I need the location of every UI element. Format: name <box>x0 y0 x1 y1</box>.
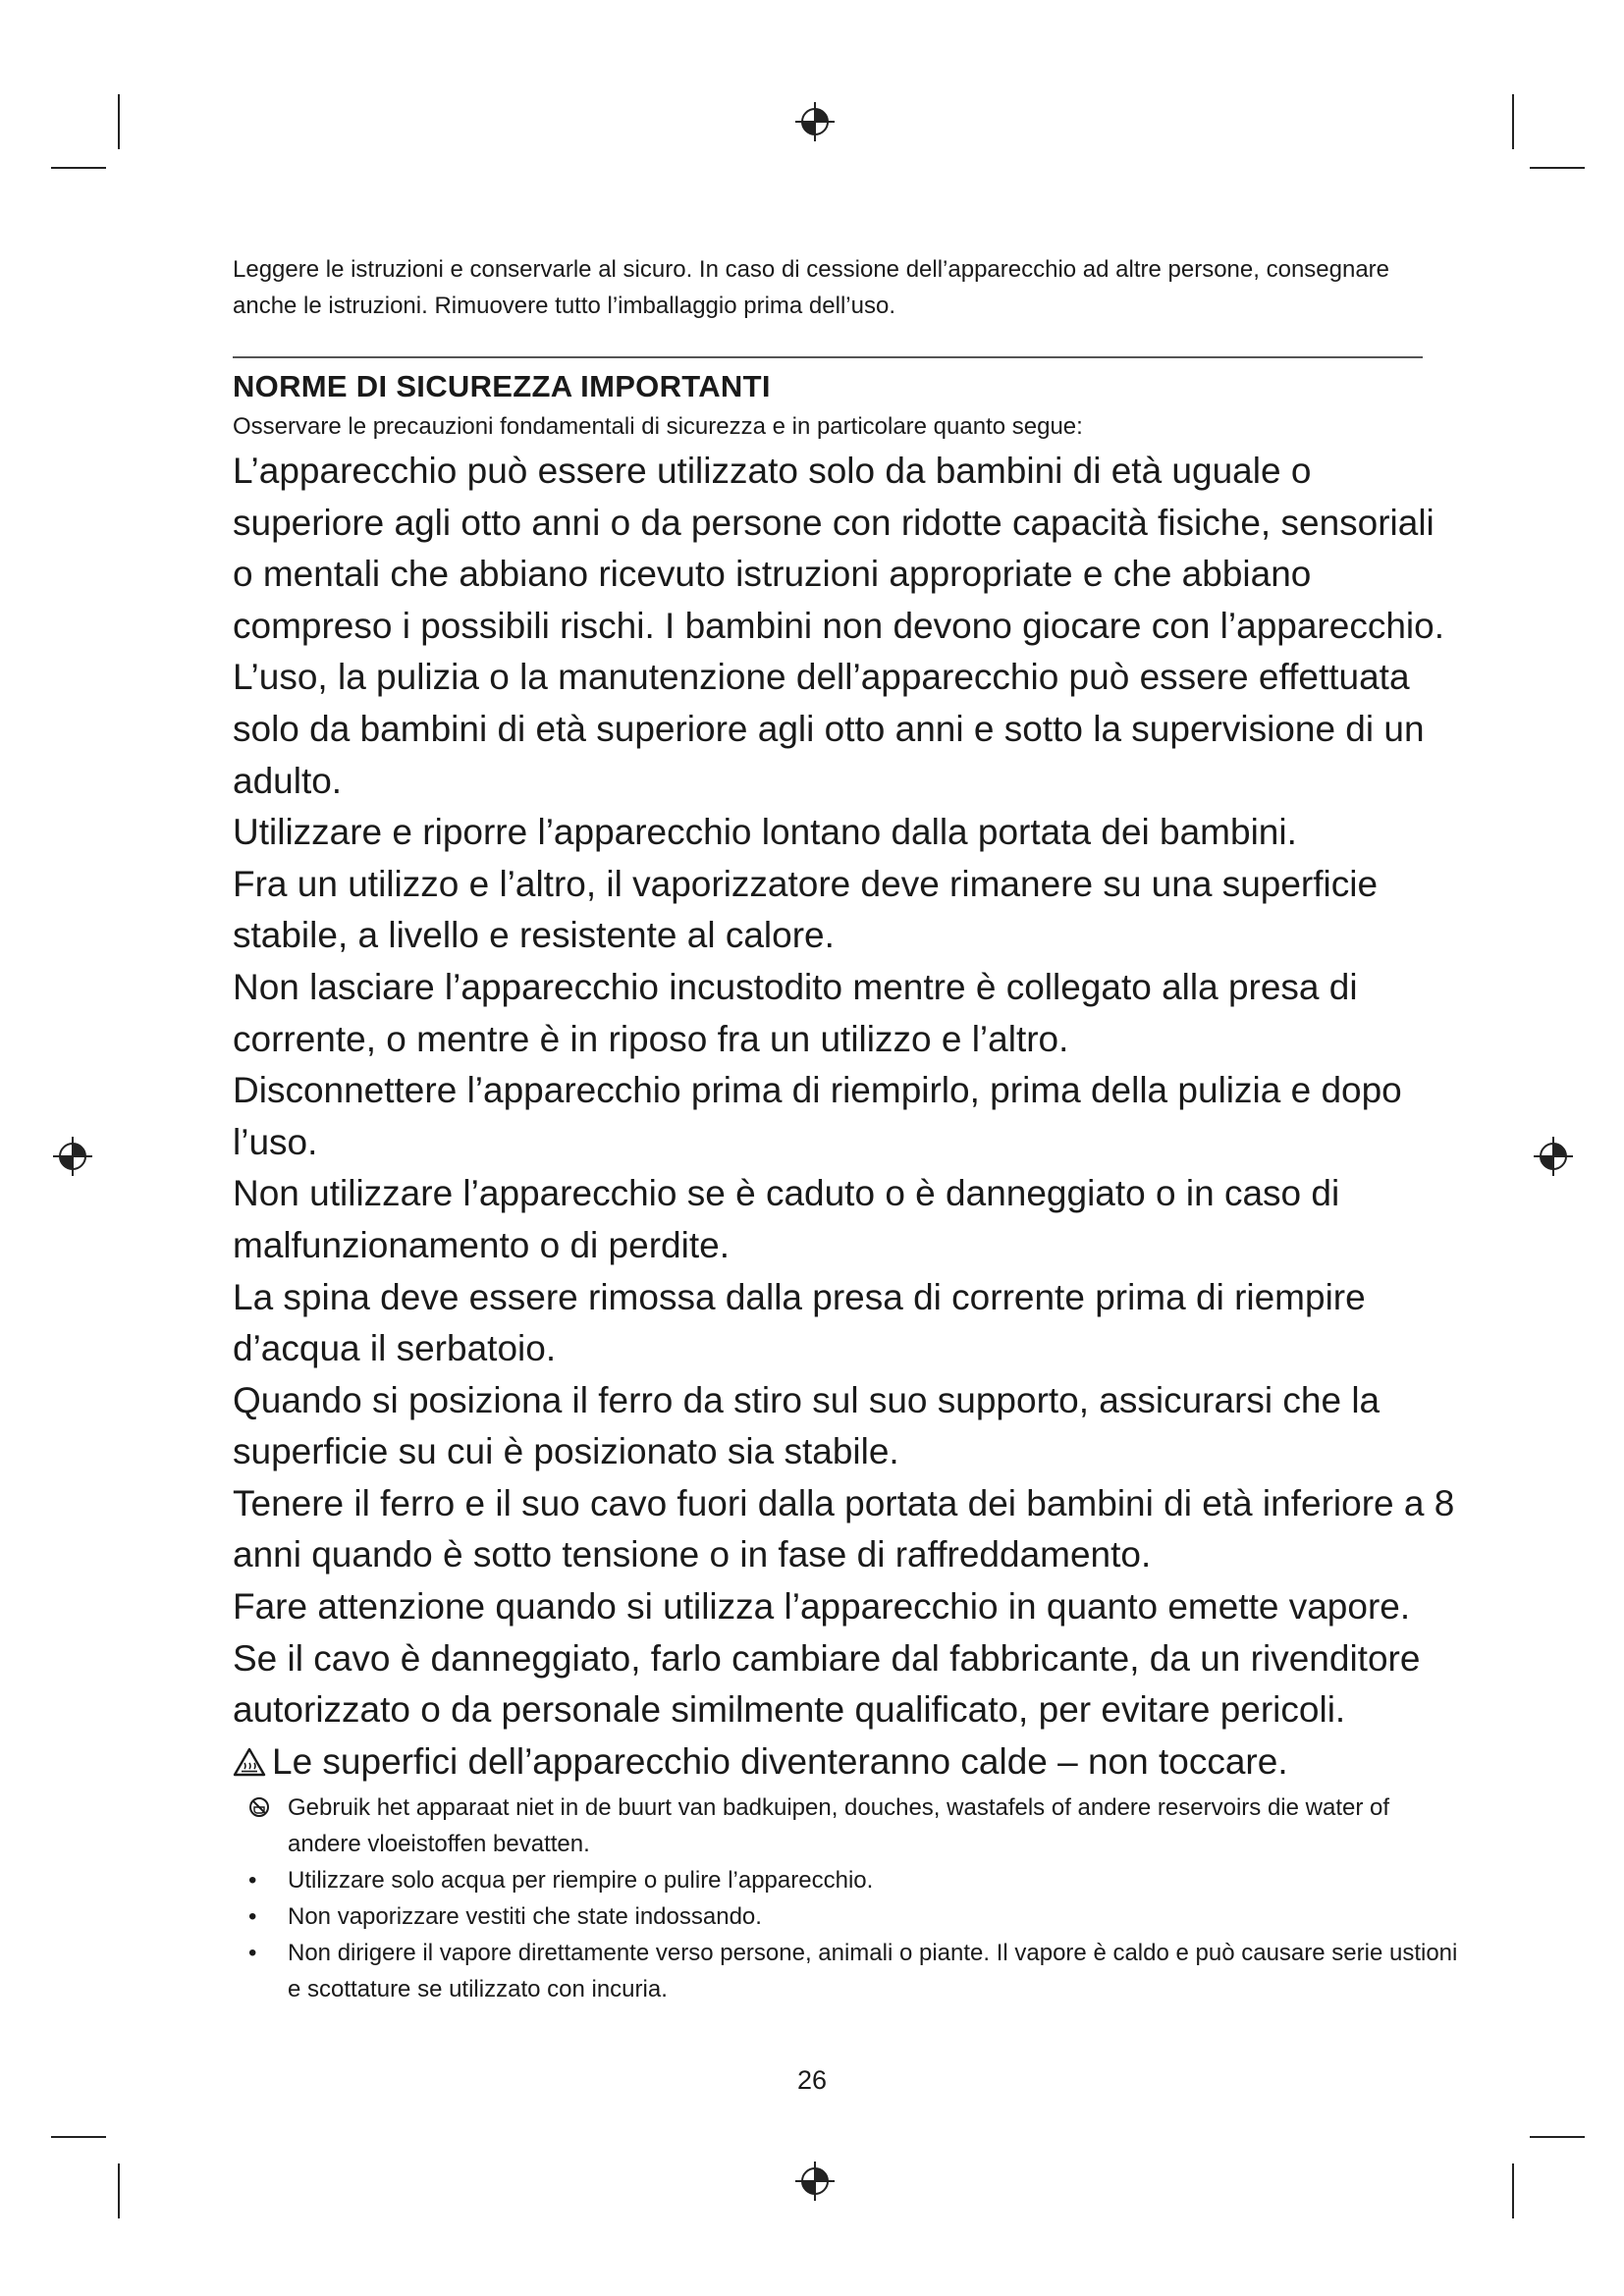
page-content <box>233 251 1460 2007</box>
bath-warning-item <box>233 1789 1460 1862</box>
registration-mark-icon <box>1532 1135 1575 1178</box>
hot-surface-warning <box>233 1736 1460 1788</box>
safety-item: L’apparecchio può essere utilizzato solo da bambini di età uguale o superiore agli otto anni o da persone con ridotte capacità fisiche, sensoriali o mentali che abbiano ricevuto istruzioni appropriate e che abbiano compreso i possibili rischi. I bambini non devono giocare con l’apparecchio. L’uso, la pulizia o la manutenzione dell’apparecchio può essere effettuata solo da bambini di età superiore agli otto anni e sotto la supervisione di un adulto. <box>233 451 1444 801</box>
safety-item: Non lasciare l’apparecchio incustodito mentre è collegato alla presa di corrente, o mentre è in riposo fra un utilizzo e l’altro. <box>233 966 1358 1059</box>
safety-item: Se il cavo è danneggiato, farlo cambiare dal fabbricante, da un rivenditore autorizzato o da personale similmente qualificato, per evitare pericoli. <box>233 1637 1421 1731</box>
safety-item: Quando si posiziona il ferro da stiro sul suo supporto, assicurarsi che la superficie su cui è posizionato sia stabile. <box>233 1379 1380 1472</box>
hot-surface-warning-text: Le superfici dell’apparecchio diventeranno calde – non toccare. <box>272 1740 1288 1782</box>
hot-surface-warning-icon <box>233 1747 266 1777</box>
safety-item: La spina deve essere rimossa dalla presa di corrente prima di riempire d’acqua il serbatoio. <box>233 1276 1366 1369</box>
bullet-marker: • <box>248 1866 257 1894</box>
safety-item: Tenere il ferro e il suo cavo fuori dalla portata dei bambini di età inferiore a 8 anni quando è sotto tensione o in fase di raffreddamento. <box>233 1482 1455 1575</box>
section-divider <box>233 356 1423 358</box>
crop-mark-top-left-h <box>51 167 106 169</box>
safety-item: Disconnettere l’apparecchio prima di riempirlo, prima della pulizia e dopo l’uso. <box>233 1070 1402 1162</box>
crop-mark-bottom-right-h <box>1530 2136 1585 2138</box>
registration-mark-icon <box>793 100 837 143</box>
additional-precautions <box>233 1789 1460 2007</box>
crop-mark-bottom-left-v <box>118 2163 120 2218</box>
bullet-marker: • <box>248 1902 257 1930</box>
crop-mark-bottom-left-h <box>51 2136 106 2138</box>
bullet-item <box>233 1935 1460 2007</box>
registration-mark-icon <box>51 1135 94 1178</box>
registration-mark-icon <box>793 2160 837 2203</box>
intro-paragraph: Leggere le istruzioni e conservarle al sicuro. In caso di cessione dell’apparecchio ad altre persone, consegnare anche le istruzioni. Rimuovere tutto l’imballaggio prima dell’uso. <box>233 256 1390 319</box>
bullet-marker: • <box>248 1939 257 1966</box>
bullet-text: Utilizzare solo acqua per riempire o pulire l’apparecchio. <box>288 1866 874 1894</box>
safety-item: Fra un utilizzo e l’altro, il vaporizzatore deve rimanere su una superficie stabile, a livello e resistente al calore. <box>233 863 1379 956</box>
no-bath-icon <box>248 1789 288 1826</box>
page-number: 26 <box>796 2065 828 2095</box>
bullet-text: Non dirigere il vapore direttamente verso persone, animali o piante. Il vapore è caldo e può causare serie ustioni e scottature se utilizzato con incuria. <box>288 1939 1458 2002</box>
bath-warning-text: Gebruik het apparaat niet in de buurt van badkuipen, douches, wastafels of andere reservoirs die water of andere vloeistoffen bevatten. <box>288 1793 1390 1857</box>
bullet-text: Non vaporizzare vestiti che state indossando. <box>288 1902 762 1930</box>
safety-item: Fare attenzione quando si utilizza l’apparecchio in quanto emette vapore. <box>233 1586 1411 1628</box>
bullet-item <box>233 1862 1460 1898</box>
crop-mark-top-left-v <box>118 94 120 149</box>
crop-mark-top-right-v <box>1512 94 1514 149</box>
crop-mark-bottom-right-v <box>1512 2163 1514 2218</box>
safety-list-large <box>233 446 1460 1736</box>
section-intro: Osservare le precauzioni fondamentali di sicurezza e in particolare quanto segue: <box>233 413 1083 440</box>
safety-item: Non utilizzare l’apparecchio se è caduto o è danneggiato o in caso di malfunzionamento o di perdite. <box>233 1173 1340 1265</box>
bullet-item <box>233 1898 1460 1935</box>
safety-item: Utilizzare e riporre l’apparecchio lontano dalla portata dei bambini. <box>233 812 1297 853</box>
section-heading: NORME DI SICUREZZA IMPORTANTI <box>233 369 771 403</box>
crop-mark-top-right-h <box>1530 167 1585 169</box>
